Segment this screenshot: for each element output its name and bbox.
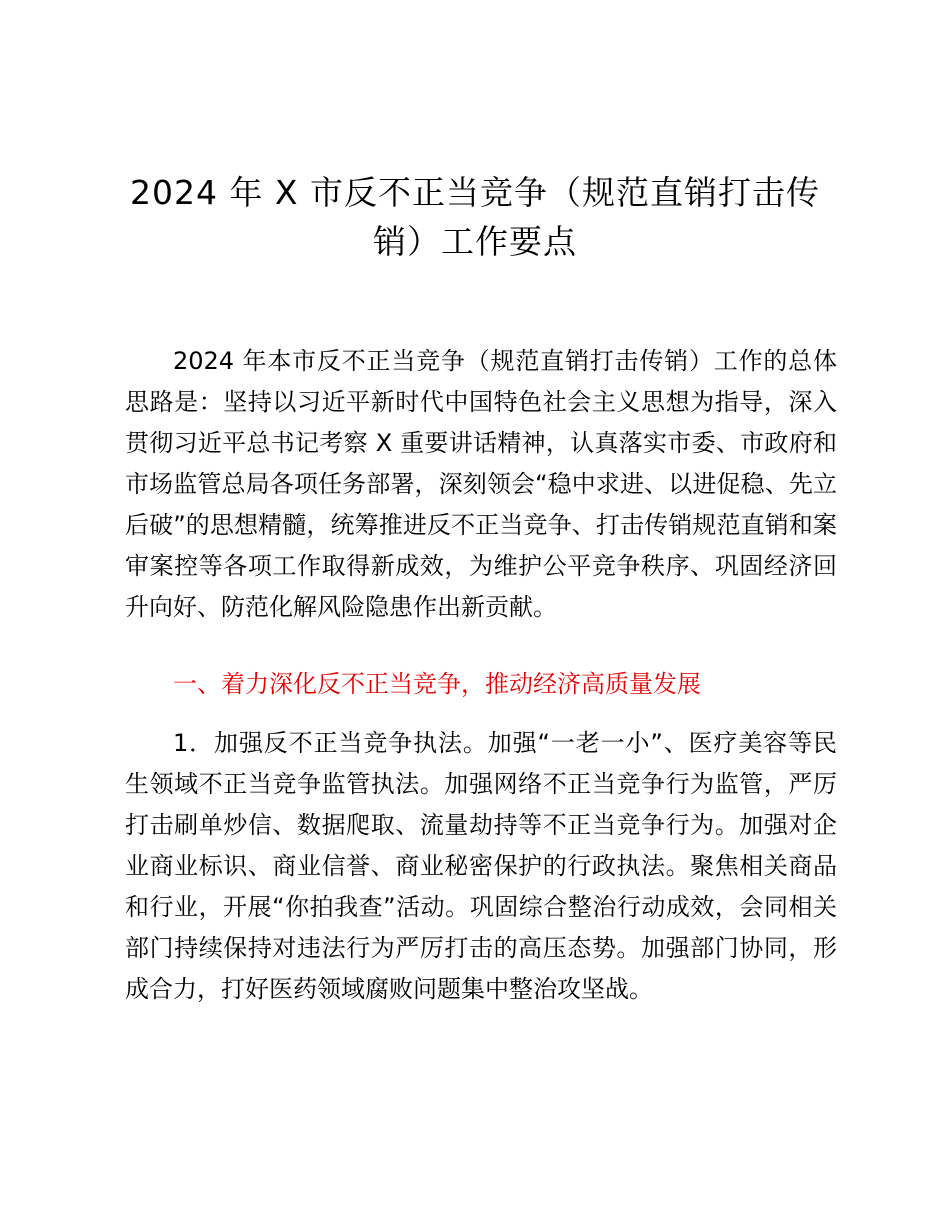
document-title: 2024 年 X 市反不正当竞争（规范直销打击传销）工作要点	[129, 173, 821, 261]
section-heading-one: 一、着力深化反不正当竞争，推动经济高质量发展	[173, 670, 701, 698]
item-1-paragraph: 1．加强反不正当竞争执法。加强“一老一小”、医疗美容等民生领域不正当竞争监管执法。加强网络不正当竞争行为监管，严厉打击刷单炒信、数据爬取、流量劫持等不正当竞争行为。加强对企业商业标识、商业信誉、商业秘密保护的行政执法。聚焦相关商品和行业，开展“你拍我查”活动。巩固综合整治行动成效，会同相关部门持续保持对违法行为严厉打击的高压态势。加强部门协同，形成合力，打好医药领域腐败问题集中整治攻坚战。	[125, 729, 837, 1003]
intro-paragraph: 2024 年本市反不正当竞争（规范直销打击传销）工作的总体思路是：坚持以习近平新时代中国特色社会主义思想为指导，深入贯彻习近平总书记考察 X 重要讲话精神，认真落实市委、市政府和市场监管总局各项任务部署，深刻领会“稳中求进、以进促稳、先立后破”的思想精髓，统筹推进反不正当竞争、打击传销规范直销和案审案控等各项工作取得新成效，为维护公平竞争秩序、巩固经济回升向好、防范化解风险隐患作出新贡献。	[125, 347, 837, 621]
